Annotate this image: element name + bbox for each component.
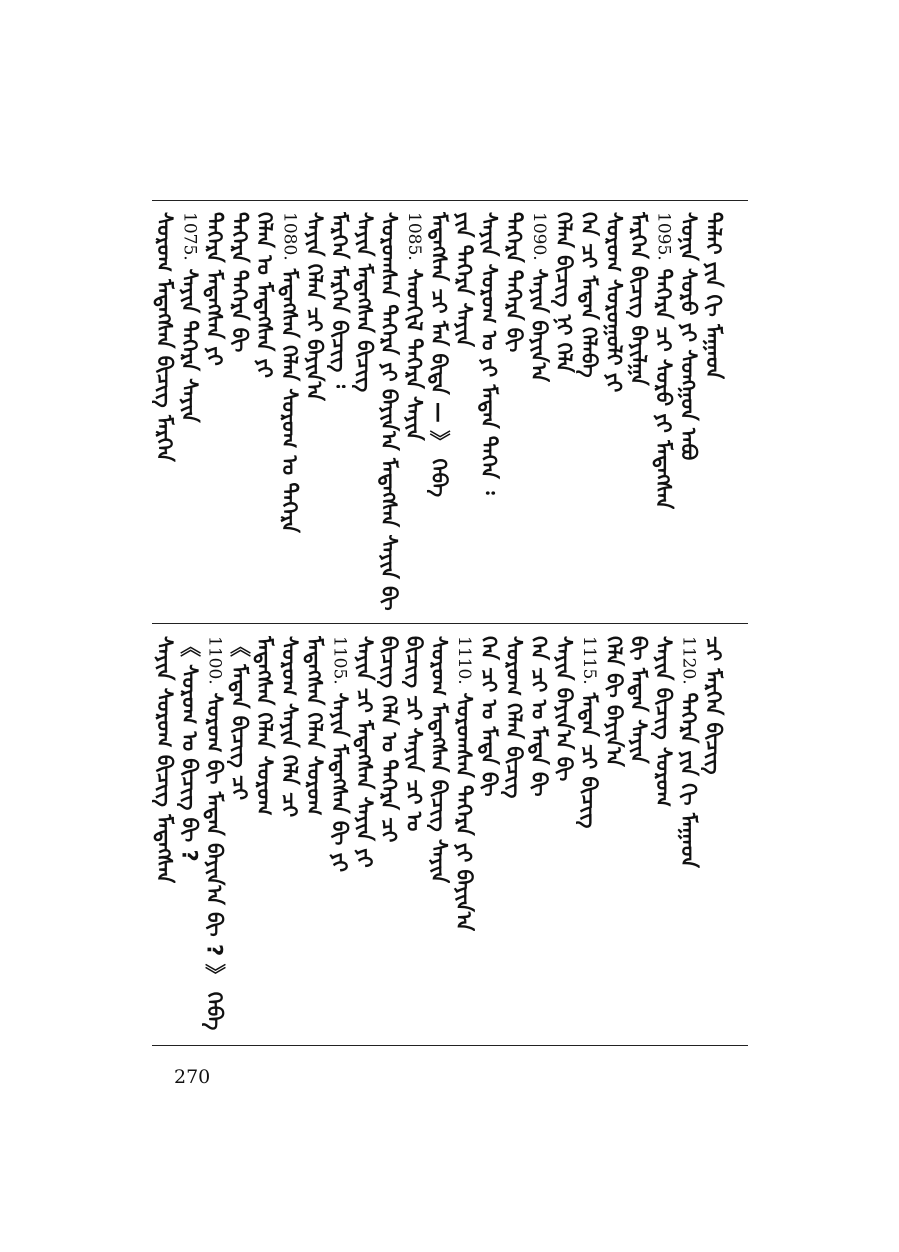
verse-text: ᠮᠡᠳᠡᠭᠰᠡᠨ ᠬᠡᠯᠡᠨ ᠰᠤᠷᠤᠭ xyxy=(302,636,327,816)
verse-panel-bottom xyxy=(152,636,748,1036)
verse-line xyxy=(427,636,452,883)
verse-text: ᠳᠡᠭᠡᠷᠡ ᠴᠢ ᠰᠤᠷᠤ ᠶᠢ ᠮᠡᠳᠡᠭᠰᠡᠨ xyxy=(651,268,676,510)
verse-line xyxy=(452,636,477,931)
verse-text: ᠰᠤᠨᠢᠨ ᠰᠤᠷᠤ ᠶᠢ ᠰᠣᠩᠭᠣᠨ ᠠᠪᠤ xyxy=(676,212,701,461)
verse-text: ᠰᠠᠶᠢᠨ ᠳᠡᠭᠡᠷᠡ ᠰᠠᠶᠢᠨ xyxy=(177,268,202,423)
verse-line-text xyxy=(377,212,401,611)
verse-text: ᠮᠡᠳᠡᠭᠰᠡᠨ ᠴᠢ ᠮᠠᠨ ᠪᠢᠳᠡ — 》 ᠭᠡᠪᠡ xyxy=(427,212,452,498)
verse-line-text xyxy=(477,212,501,495)
line-number: 1080. xyxy=(279,212,300,261)
verse-line xyxy=(576,212,601,378)
verse-text: ᠪᠢᠴᠢᠭ ᠴᠢ ᠰᠠᠶᠢᠨ ᠴᠢ ᠤ xyxy=(402,636,427,832)
verse-text: ᠰᠤᠷᠤᠭ ᠬᠡᠯᠡᠨ ᠪᠢᠴᠢᠭ xyxy=(501,636,526,799)
verse-text: ᠮᠡᠳᠡᠭᠰᠡᠨ ᠬᠡᠯᠡᠨ ᠰᠤᠷᠤᠭ ᠤ ᠳᠡᠭᠡᠷᠡ xyxy=(277,268,302,534)
verse-line xyxy=(177,212,202,423)
verse-line xyxy=(452,212,477,347)
verse-text: ᠮᠡᠷᠭᠡᠨ ᠮᠡᠷᠭᠡᠨ ᠪᠢᠴᠢᠭ ᠄ xyxy=(327,212,352,389)
verse-line xyxy=(202,212,227,366)
verse-line xyxy=(152,212,177,462)
verse-text: ᠮᠡᠳᠡᠭᠰᠡᠨ ᠬᠡᠯᠡᠨ ᠰᠤᠷᠤᠭ xyxy=(252,636,277,816)
verse-line-text xyxy=(502,212,526,352)
verse-text: 《 ᠰᠤᠷᠤᠭ ᠤ ᠪᠢᠴᠢᠭ ᠪᠢ ? xyxy=(177,636,202,862)
line-number: 1090. xyxy=(528,212,549,261)
verse-text: ᠪᠢ ᠮᠡᠳᠡᠨ ᠰᠠᠶᠢᠨ xyxy=(626,636,651,764)
bottom-rule xyxy=(152,1045,748,1046)
line-number: 1095. xyxy=(653,212,674,261)
verse-line-text xyxy=(152,212,176,462)
verse-line xyxy=(676,212,701,460)
top-rule xyxy=(152,200,748,201)
verse-text: ᠳᠠᠯᠠᠢ ᠶᠢᠨ ᠬᠢ ᠮᠠᠭᠠᠳ xyxy=(701,212,726,380)
verse-line-text xyxy=(452,212,476,347)
verse-panel-top xyxy=(152,212,748,612)
verse-text: ᠳᠡᠭᠡᠷᠡ ᠶᠢᠨ ᠬᠢ ᠮᠠᠭᠠᠳ xyxy=(676,692,701,869)
verse-line-text xyxy=(402,636,426,831)
verse-text: ᠴᠢ ᠮᠡᠷᠭᠡᠨ ᠪᠢᠴᠢᠭ xyxy=(701,636,726,775)
verse-text: 《 ᠮᠡᠳᠡᠨ ᠪᠢᠴᠢᠭ ᠴᠢ xyxy=(227,636,252,801)
verse-text: ᠬᠡᠯᠡᠨ ᠪᠢᠴᠢᠭ ᠨᠢ ᠬᠡᠯᠡ xyxy=(551,212,576,373)
verse-line-text xyxy=(677,212,701,460)
verse-line-text xyxy=(377,636,401,842)
verse-text: ᠬᠡᠨ ᠴᠢ ᠤ ᠮᠡᠳᠡ ᠪᠢ xyxy=(477,636,502,797)
verse-line-text xyxy=(701,212,725,379)
verse-line-text xyxy=(402,212,426,441)
verse-line-text xyxy=(652,636,676,807)
verse-line-text xyxy=(227,212,251,352)
verse-line-text xyxy=(327,212,351,388)
verse-line-text xyxy=(277,636,301,817)
verse-line-text xyxy=(277,212,301,533)
verse-line xyxy=(177,636,202,862)
verse-line-text xyxy=(227,636,251,800)
verse-text: ᠬᠡᠯᠡᠨ ᠤ ᠮᠡᠳᠡᠭᠰᠡᠨ ᠶᠢ xyxy=(252,212,277,378)
verse-line-text xyxy=(477,636,501,796)
verse-line-text xyxy=(302,212,326,401)
verse-line xyxy=(227,212,252,352)
verse-line xyxy=(302,212,327,401)
verse-text: ᠰᠠᠶᠢᠨ ᠪᠠᠶᠢᠨ᠎ᠠ ᠪᠢ xyxy=(551,636,576,782)
verse-line xyxy=(676,636,701,868)
verse-line-text xyxy=(552,636,576,781)
verse-line xyxy=(277,636,302,817)
line-number: 1105. xyxy=(329,636,350,685)
verse-text: ᠳᠡᠭᠡᠷᠡ ᠳᠡᠭᠡᠷᠡ ᠪᠢ xyxy=(501,212,526,353)
verse-line xyxy=(501,636,526,798)
verse-text: ᠰᠠᠶᠢᠨ ᠪᠢᠴᠢᠭ ᠰᠤᠷᠤᠭ xyxy=(651,636,676,807)
verse-line xyxy=(701,212,726,379)
verse-line-text xyxy=(152,636,176,883)
verse-text: ᠰᠤᠷᠤᠭ ᠰᠠᠶᠢᠨ ᠬᠡᠯᠡ ᠴᠢ xyxy=(277,636,302,818)
verse-text: ᠰᠤᠷᠤᠭ ᠮᠡᠳᠡᠭᠰᠡᠨ ᠪᠢᠴᠢᠭ ᠮᠡᠷᠭᠡᠨ xyxy=(152,212,177,462)
verse-line xyxy=(501,212,526,352)
verse-line xyxy=(476,636,501,796)
verse-line-text xyxy=(527,212,551,382)
verse-line-text xyxy=(202,212,226,366)
verse-line-text xyxy=(177,636,201,862)
verse-line xyxy=(476,212,501,495)
verse-text: ᠳᠡᠭᠡᠷᠡ ᠮᠡᠳᠡᠭᠰᠡᠨ ᠶᠢ xyxy=(202,212,227,366)
verse-line-text xyxy=(352,212,376,392)
verse-line xyxy=(626,636,651,764)
verse-line-text xyxy=(327,636,351,872)
verse-line xyxy=(576,636,601,828)
verse-line xyxy=(551,636,576,781)
verse-line xyxy=(377,212,402,611)
verse-line xyxy=(352,636,377,868)
line-number: 1085. xyxy=(404,212,425,261)
verse-line xyxy=(152,636,177,883)
line-number: 1100. xyxy=(204,636,225,685)
verse-line xyxy=(651,212,676,509)
verse-line-text xyxy=(577,636,601,828)
verse-line-text xyxy=(577,212,601,378)
verse-line-text xyxy=(352,636,376,868)
verse-line xyxy=(252,636,277,816)
verse-text: ᠰᠤᠷᠤᠭ ᠪᠢ ᠮᠡᠳᠡᠨ ᠪᠠᠶᠢᠨ᠎ᠠ ᠪᠢ ? 》 ᠭᠡᠪᠡ xyxy=(202,692,227,1031)
verse-text: ᠮᠡᠷᠭᠡᠨ ᠪᠢᠴᠢᠭ ᠪᠠᠶᠢᠯᠭᠠ xyxy=(626,212,651,386)
verse-line xyxy=(352,212,377,392)
verse-text: ᠰᠤᠷᠤᠭᠰᠠᠨ ᠳᠡᠭᠡᠷᠡ ᠶᠢ ᠪᠠᠶᠢᠨ᠎ᠠ xyxy=(452,692,477,932)
middle-rule xyxy=(152,623,748,624)
verse-line xyxy=(377,636,402,842)
verse-text: ᠳᠡᠭᠡᠷᠡ ᠳᠡᠭᠡᠷᠡ ᠪᠢ xyxy=(227,212,252,353)
verse-line xyxy=(327,636,352,872)
verse-line xyxy=(252,212,277,378)
verse-line-text xyxy=(652,212,676,509)
verse-line-text xyxy=(677,636,701,868)
verse-line-text xyxy=(177,212,201,423)
verse-line-text xyxy=(252,212,276,378)
verse-line-text xyxy=(701,636,725,775)
verse-line xyxy=(402,636,427,831)
verse-text: ᠮᠡᠳᠡᠨ ᠴᠢ ᠪᠢᠴᠢᠭ xyxy=(576,692,601,829)
verse-text: ᠰᠠᠶᠢᠨ ᠰᠤᠷᠤᠭ ᠪᠢᠴᠢᠭ ᠮᠡᠳᠡᠭᠰᠡᠨ xyxy=(152,636,177,884)
verse-line xyxy=(526,212,551,382)
verse-text: ᠬᠡᠨ ᠴᠢ ᠤ ᠮᠡᠳᠡ ᠪᠢ xyxy=(526,636,551,797)
verse-text: ᠰᠠᠶᠢᠨ ᠮᠡᠳᠡᠭᠰᠡᠨ ᠪᠢ ᠶᠢ xyxy=(327,692,352,873)
verse-line-text xyxy=(527,636,551,796)
verse-line xyxy=(601,212,626,392)
verse-line-text xyxy=(452,636,476,931)
verse-text: ᠬᠡᠨ ᠴᠢ ᠮᠡᠳᠡᠨ ᠬᠡᠯᠡᠪᠡ xyxy=(576,212,601,378)
verse-line xyxy=(227,636,252,800)
verse-line xyxy=(601,636,626,767)
verse-text: ᠪᠢᠴᠢᠭ ᠬᠡᠯᠡ ᠤ ᠳᠡᠭᠡᠷᠡ ᠴᠢ xyxy=(377,636,402,843)
verse-line xyxy=(277,212,302,533)
verse-line xyxy=(626,212,651,386)
verse-line xyxy=(651,636,676,807)
verse-line-text xyxy=(552,212,576,373)
verse-line-text xyxy=(602,636,626,767)
verse-line xyxy=(327,212,352,388)
verse-line-text xyxy=(427,212,451,497)
verse-line xyxy=(202,636,227,1030)
page-number: 270 xyxy=(174,1066,211,1088)
verse-text: ᠰᠤᠷᠤᠭ ᠰᠤᠷᠤᠭᠤᠯᠢ ᠶᠢ xyxy=(601,212,626,393)
verse-line xyxy=(526,636,551,796)
verse-text: ᠰᠡᠳᠬᠢᠯ ᠳᠡᠭᠡᠷᠡ ᠰᠠᠶᠢᠨ xyxy=(402,268,427,441)
verse-line xyxy=(402,212,427,441)
verse-text: ᠰᠤᠷᠤᠭ ᠮᠡᠳᠡᠭᠰᠡᠨ ᠪᠢᠴᠢᠭ ᠰᠠᠶᠢᠨ xyxy=(427,636,452,884)
verse-line xyxy=(427,212,452,497)
verse-text: ᠬᠡᠯᠡ ᠪᠢ ᠪᠠᠶᠢᠨ᠎ᠠ xyxy=(601,636,626,767)
line-number: 1120. xyxy=(678,636,699,685)
verse-line-text xyxy=(627,212,651,386)
line-number: 1115. xyxy=(578,636,599,685)
verse-text: ᠰᠠᠶᠢᠨ ᠬᠡᠯᠡᠨ ᠴᠢ ᠪᠠᠶᠢᠨ᠎ᠠ xyxy=(302,212,327,402)
verse-text: ᠰᠠᠶᠢᠨ ᠮᠡᠳᠡᠭᠰᠡᠨ ᠪᠢᠴᠢᠭ xyxy=(352,212,377,393)
verse-line xyxy=(701,636,726,775)
verse-line xyxy=(302,636,327,816)
verse-line-text xyxy=(252,636,276,816)
verse-line-text xyxy=(627,636,651,764)
verse-line-text xyxy=(502,636,526,798)
verse-line-text xyxy=(302,636,326,816)
line-number: 1075. xyxy=(179,212,200,261)
verse-text: ᠶᠢᠨ ᠳᠡᠭᠡᠷᠡ ᠰᠠᠶᠢᠨ xyxy=(452,212,477,347)
verse-line-text xyxy=(427,636,451,883)
verse-text: ᠰᠤᠷᠤᠭᠰᠠᠨ ᠳᠡᠭᠡᠷᠡ ᠶᠢ ᠪᠠᠶᠢᠨ᠎ᠠ ᠮᠡᠳᠡᠭᠰᠡᠨ ᠰᠠᠶᠢᠨ ᠪᠢ xyxy=(377,212,402,611)
verse-line-text xyxy=(202,636,226,1030)
verse-text: ᠰᠠᠶᠢᠨ ᠰᠤᠷᠤᠭ ᠤ ᠶᠢ ᠮᠡᠳᠡᠨ ᠲᠡᠭᠡᠨ ᠄ xyxy=(477,212,502,495)
verse-text: ᠰᠠᠶᠢᠨ ᠪᠠᠶᠢᠨ᠎ᠠ xyxy=(526,268,551,383)
verse-line xyxy=(551,212,576,373)
line-number: 1110. xyxy=(454,636,475,685)
verse-text: ᠰᠠᠶᠢᠨ ᠴᠢ ᠮᠡᠳᠡᠭᠰᠡᠨ ᠰᠠᠶᠢᠨ ᠶᠢ xyxy=(352,636,377,868)
verse-line-text xyxy=(602,212,626,392)
